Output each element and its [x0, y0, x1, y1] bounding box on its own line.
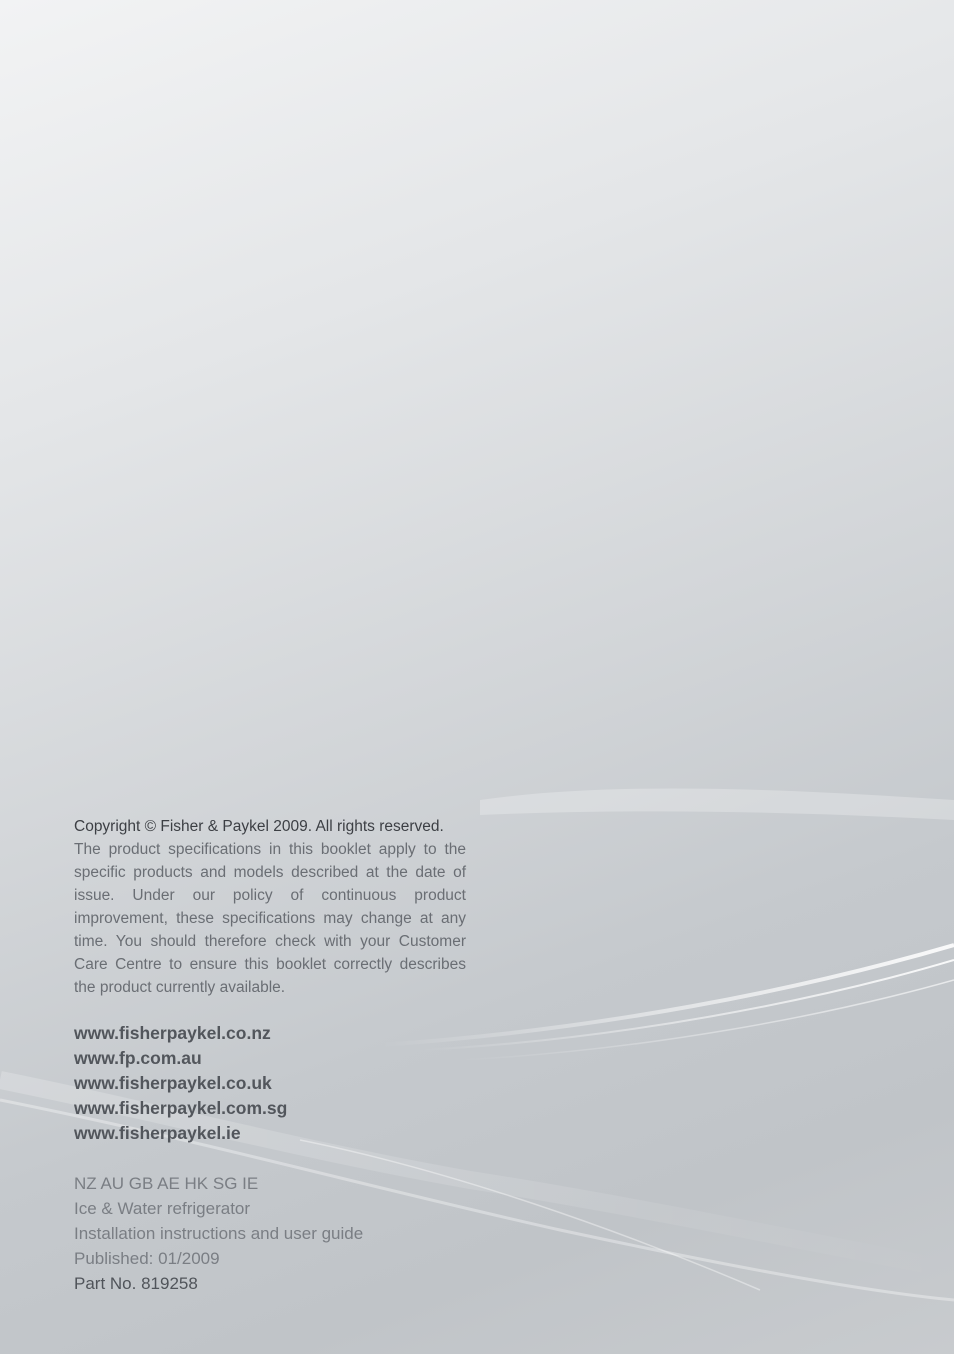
copyright-notice: Copyright © Fisher & Paykel 2009. All rights reserved. — [74, 818, 444, 835]
publication-info — [74, 1171, 466, 1296]
website-link-uk[interactable]: www.fisherpaykel.co.uk — [74, 1073, 272, 1093]
product-name: Ice & Water refrigerator — [74, 1199, 251, 1218]
published-date: Published: 01/2009 — [74, 1249, 220, 1268]
document-title: Installation instructions and user guide — [74, 1224, 364, 1243]
region-codes: NZ AU GB AE HK SG IE — [74, 1174, 259, 1193]
website-list — [74, 1021, 466, 1146]
specifications-disclaimer: The product specifications in this booklet apply to the specific products and models described at the date of issue. Under our policy of continuous product improvement, these specifications may change at any time. You should therefore check with your Customer Care Centre to ensure this booklet correctly describes the product currently available. — [74, 841, 466, 996]
website-link-au[interactable]: www.fp.com.au — [74, 1048, 202, 1068]
website-link-sg[interactable]: www.fisherpaykel.com.sg — [74, 1098, 288, 1118]
website-link-ie[interactable]: www.fisherpaykel.ie — [74, 1123, 241, 1143]
back-cover-text — [74, 815, 466, 1296]
website-link-nz[interactable]: www.fisherpaykel.co.nz — [74, 1023, 271, 1043]
part-number: Part No. 819258 — [74, 1274, 198, 1293]
